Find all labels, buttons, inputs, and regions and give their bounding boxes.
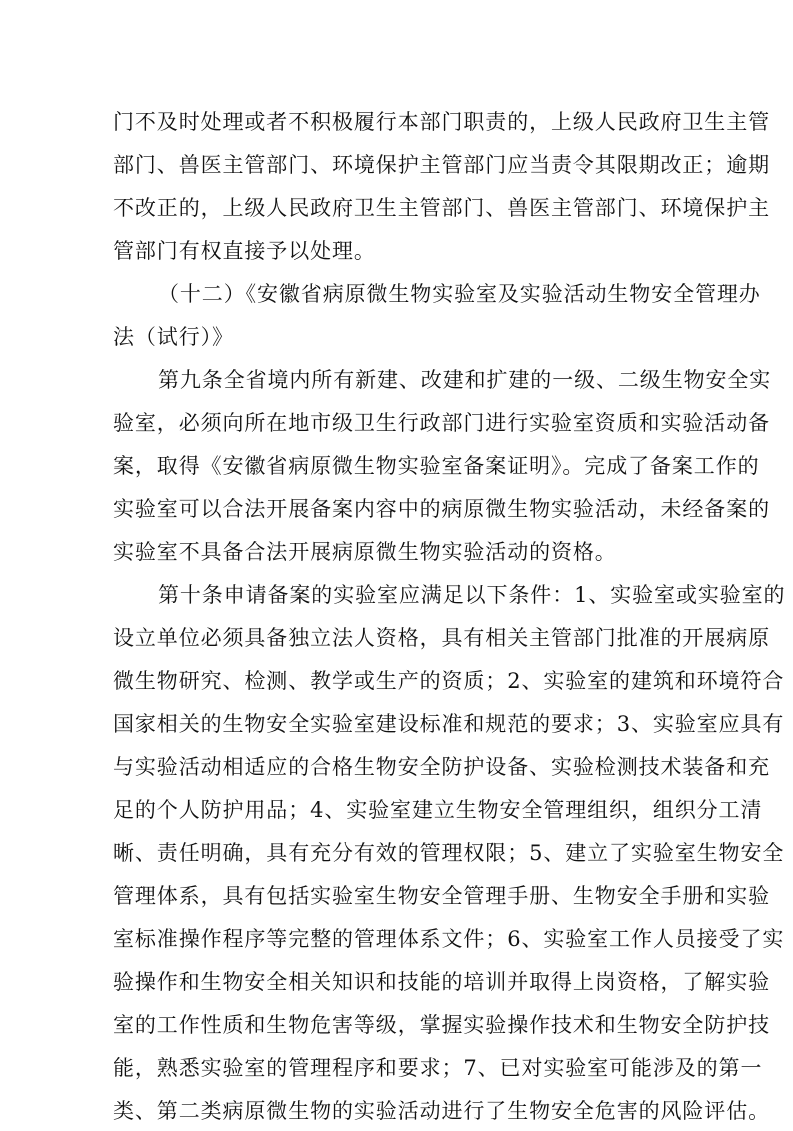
text-line: 足的个人防护用品；4、实验室建立生物安全管理组织，组织分工清 xyxy=(113,798,763,822)
paragraph-start-article-9: 第九条全省境内所有新建、改建和扩建的一级、二级生物安全实 xyxy=(158,368,772,392)
text-line: 不改正的，上级人民政府卫生主管部门、兽医主管部门、环境保护主 xyxy=(113,196,770,220)
text-line: 实验室不具备合法开展病原微生物实验活动的资格。 xyxy=(113,540,617,564)
text-line: 能，熟悉实验室的管理程序和要求；7、已对实验室可能涉及的第一 xyxy=(113,1056,763,1080)
text-line: 室标准操作程序等完整的管理体系文件；6、实验室工作人员接受了实 xyxy=(113,927,785,951)
text-line: 国家相关的生物安全实验室建设标准和规范的要求；3、实验室应具有 xyxy=(113,712,785,736)
text-line: 类、第二类病原微生物的实验活动进行了生物安全危害的风险评估。 xyxy=(113,1099,770,1123)
text-line: 室的工作性质和生物危害等级，掌握实验操作技术和生物安全防护技 xyxy=(113,1013,770,1037)
text-line: 微生物研究、检测、教学或生产的资质；2、实验室的建筑和环境符合 xyxy=(113,669,785,693)
text-line: 部门、兽医主管部门、环境保护主管部门应当责令其限期改正；逾期 xyxy=(113,153,770,177)
text-line: 案，取得《安徽省病原微生物实验室备案证明》。完成了备案工作的 xyxy=(113,454,760,478)
paragraph-start-article-10: 第十条申请备案的实验室应满足以下条件：1、实验室或实验室的 xyxy=(158,583,786,607)
text-line: 管部门有权直接予以处理。 xyxy=(113,239,376,263)
text-line: 晰、责任明确，具有充分有效的管理权限；5、建立了实验室生物安全 xyxy=(113,841,785,865)
text-line: 与实验活动相适应的合格生物安全防护设备、实验检测技术装备和充 xyxy=(113,755,770,779)
text-line: 门不及时处理或者不积极履行本部门职责的，上级人民政府卫生主管 xyxy=(113,110,770,134)
text-line: 实验室可以合法开展备案内容中的病原微生物实验活动，未经备案的 xyxy=(113,497,770,521)
text-line: 验操作和生物安全相关知识和技能的培训并取得上岗资格，了解实验 xyxy=(113,970,770,994)
section-heading: （十二）《安徽省病原微生物实验室及实验活动生物安全管理办 xyxy=(158,282,761,306)
section-heading-continued: 法（试行）》 xyxy=(113,325,234,349)
text-line: 管理体系，具有包括实验室生物安全管理手册、生物安全手册和实验 xyxy=(113,884,770,908)
text-line: 验室，必须向所在地市级卫生行政部门进行实验室资质和实验活动备 xyxy=(113,411,770,435)
text-line: 设立单位必须具备独立法人资格，具有相关主管部门批准的开展病原 xyxy=(113,626,770,650)
